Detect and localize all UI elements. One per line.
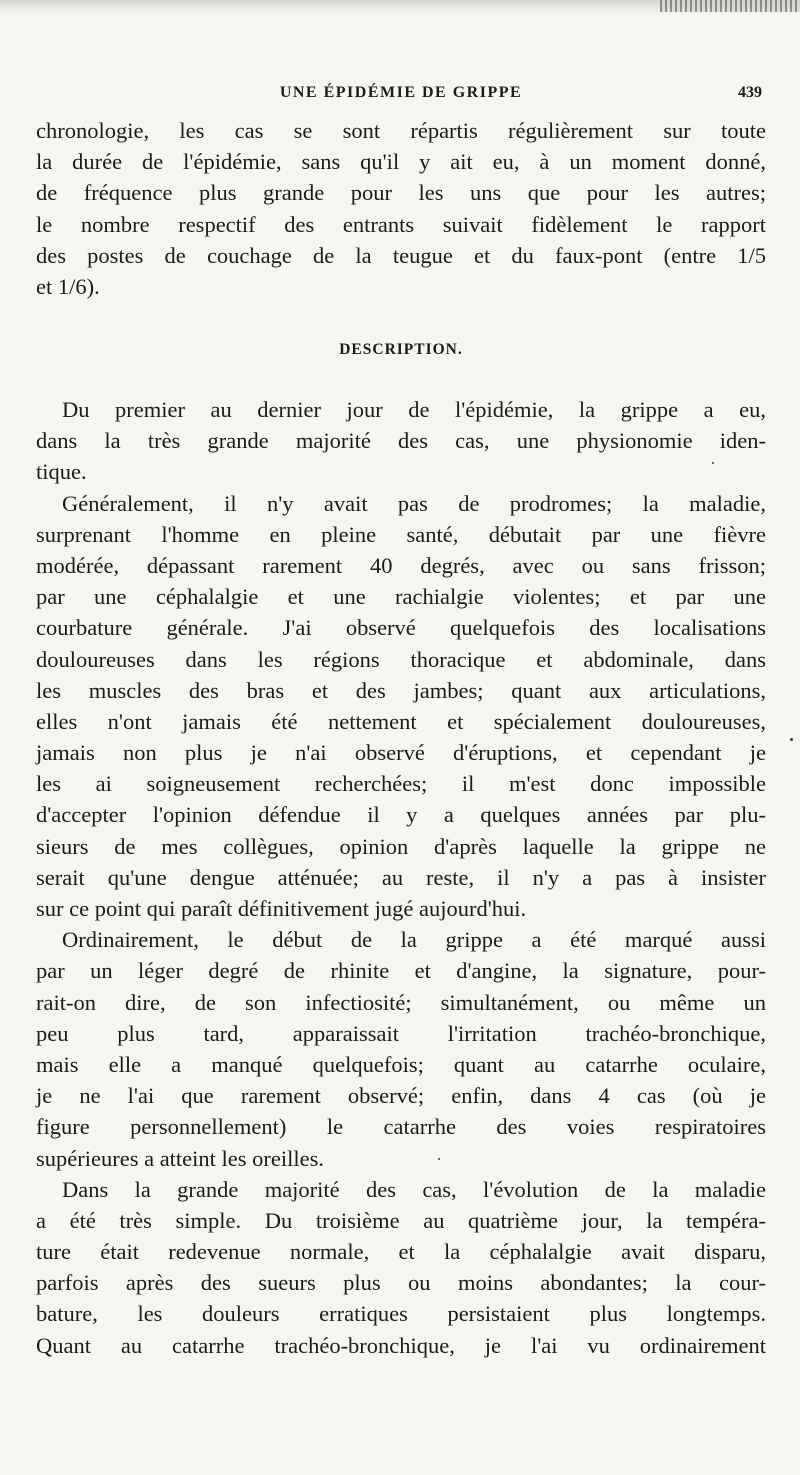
text-line: tique. [36, 459, 87, 485]
text-line: des postes de couchage de la teugue et du faux-pont (entre 1/5 [36, 242, 766, 268]
text-line: a été très simple. Du troisième au quatrième jour, la tempéra- [36, 1207, 766, 1233]
text-line: les muscles des bras et des jambes; quant aux articulations, [36, 677, 766, 703]
text-line: les ai soigneusement recherchées; il m'est donc impossible [36, 771, 766, 797]
text-line: et 1/6). [36, 273, 100, 299]
running-head [36, 84, 766, 108]
text-line: sur ce point qui paraît définitivement jugé aujourd'hui. [36, 896, 527, 921]
text-line: jamais non plus je n'ai observé d'éruptions, et cependant je [36, 740, 766, 766]
text-line: dans la très grande majorité des cas, une physionomie iden- [36, 428, 766, 454]
text-line: peu plus tard, apparaissait l'irritation trachéo-bronchique, [36, 1020, 766, 1046]
text-line: courbature générale. J'ai observé quelquefois des localisations [36, 615, 766, 641]
text-line: par une céphalalgie et une rachialgie violentes; et par une [36, 584, 766, 610]
text-line: d'accepter l'opinion défendue il y a quelques années par plu- [36, 802, 766, 828]
text-line: Du premier au dernier jour de l'épidémie, la grippe a eu, [62, 397, 766, 422]
section-heading: DESCRIPTION. [339, 341, 463, 358]
text-line: figure personnellement) le catarrhe des voies respiratoires [36, 1114, 766, 1140]
text-line: supérieures a atteint les oreilles. [36, 1145, 325, 1171]
text-line: la durée de l'épidémie, sans qu'il y ait eu, à un moment donné, [36, 149, 766, 175]
scan-speck [438, 1158, 440, 1160]
text-line: ture était redevenue normale, et la céphalalgie avait disparu, [36, 1239, 766, 1265]
text-line: mais elle a manqué quelquefois; quant au catarrhe oculaire, [36, 1051, 766, 1077]
text-line: douloureuses dans les régions thoracique et abdominale, dans [36, 646, 766, 672]
text-line: surprenant l'homme en pleine santé, débutait par une fièvre [36, 521, 766, 547]
paragraph-continuation [36, 115, 766, 302]
scan-edge-artifact [660, 0, 800, 12]
description-body [36, 394, 766, 1361]
text-line: Dans la grande majorité des cas, l'évolution de la maladie [62, 1176, 766, 1202]
text-line: Ordinairement, le début de la grippe a été marqué aussi [62, 927, 766, 953]
text-line: chronologie, les cas se sont répartis régulièrement sur toute [36, 118, 766, 143]
text-line: de fréquence plus grande pour les uns que pour les autres; [36, 180, 766, 206]
text-line: modérée, dépassant rarement 40 degrés, avec ou sans frisson; [36, 552, 766, 578]
text-line: serait qu'une dengue atténuée; au reste, il n'y a pas à insister [36, 864, 766, 890]
running-title: UNE ÉPIDÉMIE DE GRIPPE [279, 84, 523, 101]
text-line: rait-on dire, de son infectiosité; simultanément, ou même un [36, 989, 766, 1015]
text-line: bature, les douleurs erratiques persistaient plus longtemps. [36, 1301, 766, 1327]
text-line: par un léger degré de rhinite et d'angine, la signature, pour- [36, 958, 766, 984]
page-number: 439 [738, 84, 762, 101]
text-line: je ne l'ai que rarement observé; enfin, dans 4 cas (où je [36, 1083, 766, 1109]
scan-speck [790, 738, 793, 741]
text-line: parfois après des sueurs plus ou moins abondantes; la cour- [36, 1270, 766, 1296]
text-line: Quant au catarrhe trachéo-bronchique, je l'ai vu ordinairement [36, 1332, 766, 1358]
text-line: sieurs de mes collègues, opinion d'après laquelle la grippe ne [36, 833, 766, 859]
text-line: elles n'ont jamais été nettement et spécialement douloureuses, [36, 708, 766, 734]
scan-speck [712, 462, 714, 464]
text-line: Généralement, il n'y avait pas de prodromes; la maladie, [62, 490, 766, 516]
text-line: le nombre respectif des entrants suivait fidèlement le rapport [36, 211, 766, 237]
